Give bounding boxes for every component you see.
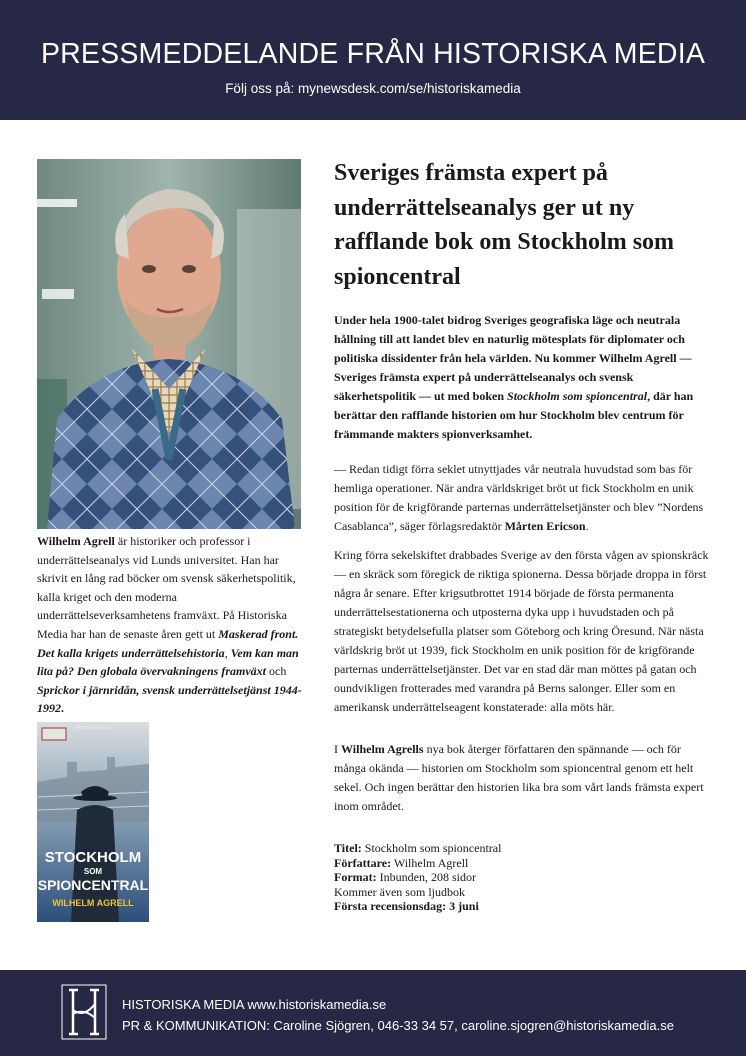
footer-website[interactable]: www.historiskamedia.se xyxy=(243,997,387,1012)
footer-contact: PR & KOMMUNIKATION: Caroline Sjögren, 046-33 34 57, caroline.sjogren@historiskamedia.se xyxy=(122,1018,674,1033)
headline: Sveriges främsta expert på underrättelseanalys ger ut ny rafflande bok om Stockholm som spioncentral xyxy=(334,160,675,290)
lead-book-title: Stockholm som spioncentral xyxy=(507,389,648,403)
bio-text: är historiker och professor i underrättelseanalys vid Lunds universitet. Han har skrivit en lång rad böcker om svensk säkerhetspolitik, kalla kriget och den moderna underrättelseverksamhetens framväxt. På Historiska Media har han de senaste åren gett ut xyxy=(37,534,296,641)
fact-format-label: Format: xyxy=(334,870,377,885)
cover-title-line1: STOCKHOLM xyxy=(44,849,142,866)
follow-link[interactable]: Följ oss på: mynewsdesk.com/se/historiskamedia xyxy=(225,81,521,96)
header-band xyxy=(0,0,746,120)
history-paragraph: Kring förra sekelskiftet drabbades Sverige av den första vågen av spionskräck — en skräck som föregick de riktiga spionerna. Dessa började droppa in först några år senare. Efter krigsutbrottet 1914 började de första permanenta underrättelsestationerna och utposterna dyka upp i huvudstaden och på strategiskt betydelsefulla platser som Göteborg och kring Öresund. När nästa världskrig bröt ut 1939, fick Stockholm en unik position för de krigförande parternas underrättelsetjänster. Det var en stad där man möttes på gatan och oundvikligen frotterades med varandra på Berns salonger. Eller som en amerikansk underrättelseagent konstaterade: alla möts här. xyxy=(334,548,709,714)
fact-author-label: Författare: xyxy=(334,855,392,870)
book-facts xyxy=(334,841,712,914)
historiska-media-logo xyxy=(61,984,107,1040)
footer-brand: HISTORISKA MEDIA xyxy=(122,997,244,1012)
bio-separator: och xyxy=(266,664,287,679)
press-release-title: PRESSMEDDELANDE FRÅN HISTORISKA MEDIA xyxy=(40,38,706,70)
fact-title-label: Titel: xyxy=(334,841,362,855)
fact-author-value: Wilhelm Agrell xyxy=(391,855,469,870)
closing-paragraph xyxy=(334,740,712,816)
cover-author: WILHELM AGRELL xyxy=(52,898,134,908)
author-portrait xyxy=(37,159,301,529)
author-bio xyxy=(37,532,305,718)
closing-text: nya bok återger författaren den spännande — och för många okända — historien om Stockholm som spioncentral genom ett helt sekel. Och ingen berättar den historien lika bra som vårt lands främsta expert inom området. xyxy=(334,742,704,813)
bio-book-vem-kan-man-lita-pa: Vem kan man lita på? Den globala övervakningens framväxt xyxy=(37,645,299,679)
bio-book-sprickor-i-jarnridan: Sprickor i järnridån, svensk underrättelsetjänst 1944-1992 xyxy=(37,682,302,716)
lead-text: Under hela 1900-talet bidrog Sveriges geografiska läge och neutrala hållning till att landet blev en naturlig mötesplats för diplomater och politiska dissidenter från hela världen. Nu kommer Wilhelm Agrell — Sveriges främsta expert på underrättelseanalys och svensk säkerhetspolitik — ut med boken xyxy=(334,313,692,403)
lead-paragraph xyxy=(334,311,712,444)
fact-review-text: Första recensionsdag: 3 juni xyxy=(334,899,479,914)
lead-text-end: , där han berättar den rafflande historien om hur Stockholm blev centrum för främmande makters spionverksamhet. xyxy=(334,389,694,441)
quote-paragraph xyxy=(334,460,712,536)
closing-start: I xyxy=(334,742,341,756)
fact-format xyxy=(334,870,712,885)
fact-title-value: Stockholm som spioncentral xyxy=(361,841,502,855)
fact-format-value: Inbunden, 208 sidor xyxy=(376,870,476,885)
fact-review-date xyxy=(334,899,712,914)
quote-text: — Redan tidigt förra seklet utnyttjades vår neutrala huvudstad som bas för hemliga operationer. När andra världskriget bröt ut fick Stockholm en unik position för de krigförande parternas underrättelsetjänster och blev ”Nordens Casablanca”, säger förlagsredaktör xyxy=(334,462,704,533)
cover-publisher: HISTORISKA MEDIA xyxy=(76,726,110,730)
quote-end: . xyxy=(585,519,589,533)
cover-title-line2: SOM xyxy=(83,867,103,876)
footer-brand-line xyxy=(122,997,386,1012)
fact-title xyxy=(334,841,712,856)
bio-book-maskerad-front: Maskerad front. Det kalla krigets underrättelsehistoria xyxy=(37,626,299,660)
bio-end: . xyxy=(61,701,64,716)
editor-name: Mårten Ericson xyxy=(504,519,586,533)
closing-author-name: Wilhelm Agrells xyxy=(341,742,424,756)
bio-separator: , xyxy=(224,645,231,660)
cover-title-line3: SPIONCENTRAL xyxy=(37,877,149,893)
footer-band xyxy=(0,970,746,1056)
bio-author-name: Wilhelm Agrell xyxy=(37,534,115,548)
fact-audio: Kommer även som ljudbok xyxy=(334,884,465,899)
fact-author xyxy=(334,856,712,871)
book-cover xyxy=(37,722,149,922)
